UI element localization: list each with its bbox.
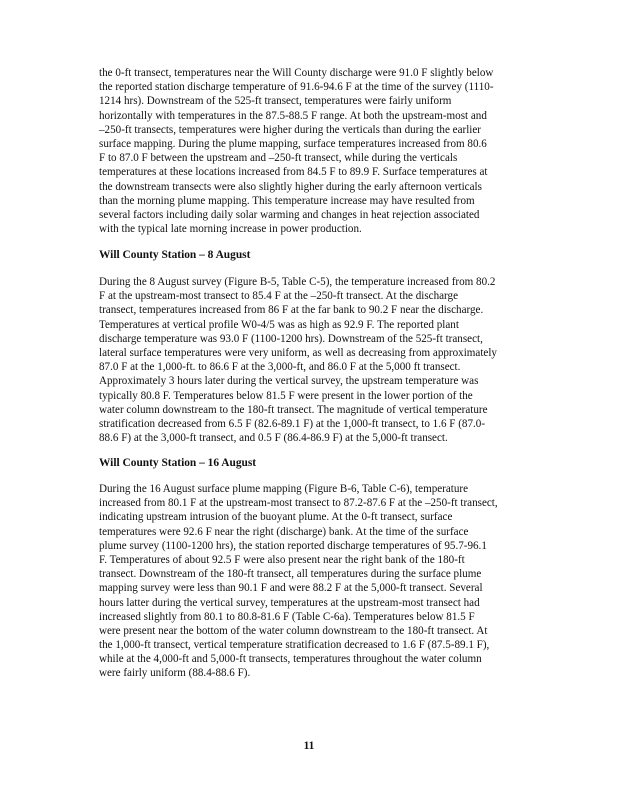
paragraph-line: transect, temperatures increased from 86 F at the far bank to 90.2 F near the discharge. bbox=[99, 304, 484, 317]
paragraph-line: surface mapping. During the plume mapping, surface temperatures increased from 80.6 bbox=[99, 137, 487, 150]
paragraph-line: stratification decreased from 6.5 F (82.6-89.1 F) at the 1,000-ft transect, to 1.6 F (87.0- bbox=[99, 417, 486, 430]
paragraph-3 bbox=[99, 482, 539, 681]
paragraph-line: several factors including daily solar warming and changes in heat rejection associated bbox=[99, 208, 480, 221]
paragraph-line: increased from 80.1 F at the upstream-most transect to 87.2-87.6 F at the –250-ft transect, bbox=[99, 497, 498, 510]
paragraph-line: while at the 4,000-ft and 5,000-ft transects, temperatures throughout the water column bbox=[99, 653, 482, 666]
paragraph-line: typically 80.8 F. Temperatures below 81.5 F were present in the lower portion of the bbox=[99, 389, 473, 402]
paragraph-line: 88.6 F) at the 3,000-ft transect, and 0.5 F (86.4-86.9 F) at the 5,000-ft transect. bbox=[99, 432, 448, 445]
paragraph-line: lateral surface temperatures were very uniform, as well as decreasing from approximately bbox=[99, 346, 497, 359]
page-number: 11 bbox=[303, 740, 315, 752]
paragraph-2 bbox=[99, 275, 539, 445]
paragraph-line: transect. Downstream of the 180-ft transect, all temperatures during the surface plume bbox=[99, 568, 482, 581]
paragraph-line: During the 8 August survey (Figure B-5, Table C-5), the temperature increased from 80.2 bbox=[99, 276, 496, 288]
paragraph-line: with the typical late morning increase in power production. bbox=[99, 223, 362, 236]
paragraph-line: F to 87.0 F between the upstream and –250-ft transect, while during the verticals bbox=[99, 152, 458, 165]
paragraph-line: indicating upstream intrusion of the buoyant plume. At the 0-ft transect, surface bbox=[99, 511, 453, 524]
paragraph-line: hours latter during the vertical survey, temperatures at the upstream-most transect had bbox=[99, 596, 480, 609]
paragraph-line: were fairly uniform (88.4-88.6 F). bbox=[99, 667, 251, 680]
paragraph-line: plume survey (1100-1200 hrs), the station reported discharge temperatures of 95.7-96.1 bbox=[99, 539, 487, 552]
paragraph-line: During the 16 August surface plume mapping (Figure B-6, Table C-6), temperature bbox=[99, 483, 469, 495]
paragraph-line: discharge temperature was 93.0 F (1100-1200 hrs). Downstream of the 525-ft transect, bbox=[99, 332, 483, 345]
paragraph-line: F. Temperatures of about 92.5 F were also present near the right bank of the 180-ft bbox=[99, 553, 465, 566]
paragraph-line: 87.0 F at the 1,000-ft. to 86.6 F at the 3,000-ft, and 86.0 F at the 5,000 ft transect. bbox=[99, 361, 461, 374]
paragraph-line: mapping survey were less than 90.1 F and were 88.2 F at the 5,000-ft transect. Several bbox=[99, 582, 483, 595]
paragraph-line: were present near the bottom of the water column downstream to the 180-ft transect. At bbox=[99, 624, 488, 637]
paragraph-line: temperatures were 92.6 F near the right (discharge) bank. At the time of the surface bbox=[99, 525, 469, 538]
paragraph-line: Temperatures at vertical profile W0-4/5 was as high as 92.9 F. The reported plant bbox=[99, 318, 459, 331]
paragraph-line: temperatures at these locations increased from 84.5 F to 89.9 F. Surface temperatures at bbox=[99, 166, 488, 179]
section-heading-16-august: Will County Station – 16 August bbox=[99, 457, 257, 469]
paragraph-line: horizontally with temperatures in the 87.5-88.5 F range. At both the upstream-most and bbox=[99, 109, 487, 122]
paragraph-line: Approximately 3 hours later during the vertical survey, the upstream temperature was bbox=[99, 375, 479, 388]
section-heading-8-august: Will County Station – 8 August bbox=[99, 249, 251, 261]
paragraph-line: the reported station discharge temperature of 91.6-94.6 F at the time of the survey (1110- bbox=[99, 81, 494, 94]
paragraph-line: 1214 hrs). Downstream of the 525-ft transect, temperatures were fairly uniform bbox=[99, 95, 452, 108]
paragraph-line: the 1,000-ft transect, vertical temperature stratification decreased to 1.6 F (87.5-89.1 F), bbox=[99, 639, 490, 652]
paragraph-line: the downstream transects were also slightly higher during the early afternoon verticals bbox=[99, 180, 482, 193]
paragraph-line: the 0-ft transect, temperatures near the Will County discharge were 91.0 F slightly below bbox=[99, 67, 494, 79]
paragraph-line: –250-ft transects, temperatures were higher during the verticals than during the earlier bbox=[99, 123, 481, 136]
paragraph-line: water column downstream to the 180-ft transect. The magnitude of vertical temperature bbox=[99, 403, 488, 416]
paragraph-line: F at the upstream-most transect to 85.4 F at the –250-ft transect. At the discharge bbox=[99, 290, 459, 303]
paragraph-1 bbox=[99, 66, 539, 236]
paragraph-line: than the morning plume mapping. This temperature increase may have resulted from bbox=[99, 194, 475, 207]
paragraph-line: increased slightly from 80.1 to 80.8-81.6 F (Table C-6a). Temperatures below 81.5 F bbox=[99, 610, 475, 623]
